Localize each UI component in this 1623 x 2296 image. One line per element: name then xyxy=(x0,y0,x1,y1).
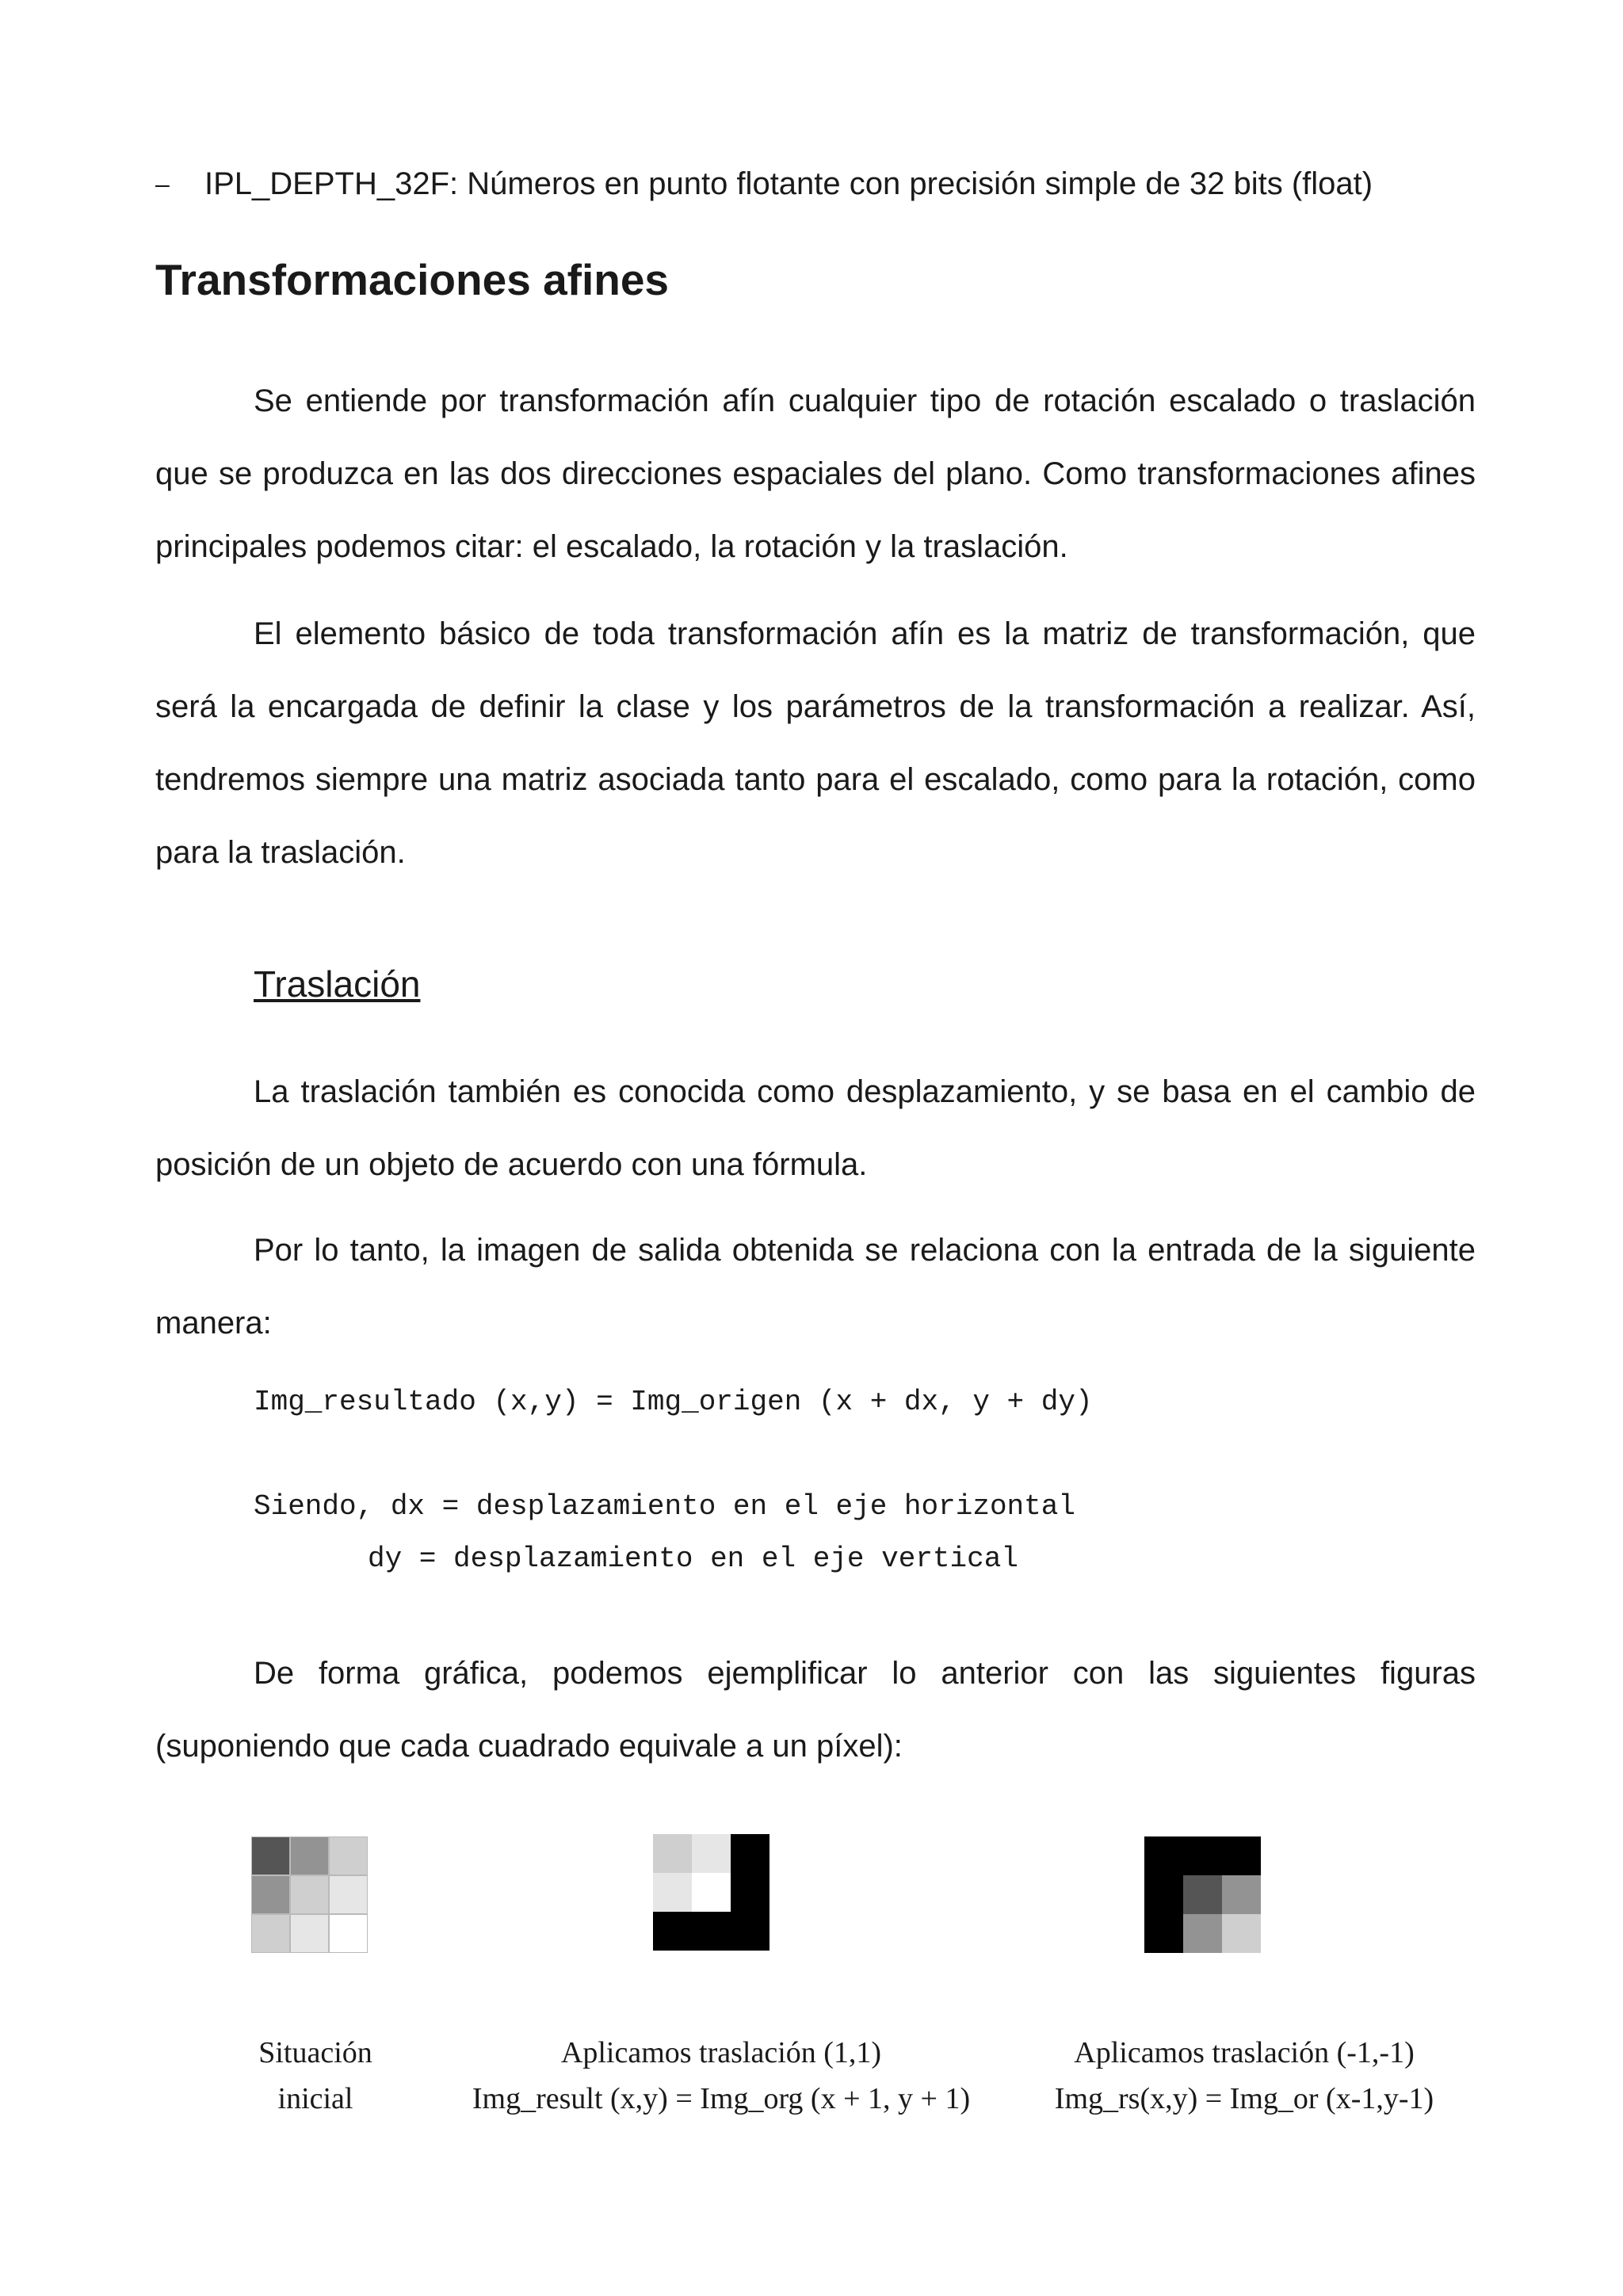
pixel-cell xyxy=(1183,1875,1222,1914)
pixel-cell xyxy=(692,1834,731,1873)
pixel-cell xyxy=(251,1875,290,1914)
pixel-cell xyxy=(1222,1875,1261,1914)
pixel-cell xyxy=(653,1834,692,1873)
pixel-cell xyxy=(1222,1836,1261,1875)
pixel-cell xyxy=(290,1875,329,1914)
pixel-cell xyxy=(731,1834,769,1873)
paragraph-graphic-example: De forma gráfica, podemos ejemplificar lo anterior con las siguientes figuras (suponiendo que cada cuadrado equivale a un píxel): xyxy=(155,1656,1476,1764)
pixel-grid-initial xyxy=(251,1836,368,1953)
pixel-cell xyxy=(731,1873,769,1912)
caption-line: Aplicamos traslación (-1,-1) xyxy=(1074,2036,1415,2069)
caption-initial xyxy=(238,2030,393,2122)
caption-line: Situación xyxy=(258,2036,372,2069)
pixel-grid-translation-minus1-minus1 xyxy=(1144,1836,1261,1953)
pixel-grid-translation-1-1 xyxy=(653,1834,769,1951)
pixel-cell xyxy=(692,1873,731,1912)
pixel-cell xyxy=(329,1836,368,1875)
section-heading: Transformaciones afines xyxy=(155,255,670,304)
formula-definition-dx: Siendo, dx = desplazamiento en el eje horizontal xyxy=(254,1490,1075,1523)
pixel-cell xyxy=(290,1836,329,1875)
bullet-dash: – xyxy=(155,170,170,198)
pixel-cell xyxy=(1183,1836,1222,1875)
paragraph-output-relation: Por lo tanto, la imagen de salida obtenida se relaciona con la entrada de la siguiente manera: xyxy=(155,1233,1476,1341)
pixel-cell xyxy=(290,1914,329,1953)
pixel-cell xyxy=(1144,1914,1183,1953)
caption-line: inicial xyxy=(277,2082,353,2115)
pixel-cell xyxy=(1144,1875,1183,1914)
caption-translation-minus1-minus1 xyxy=(1022,2030,1466,2122)
formula-definition-dy: dy = desplazamiento en el eje vertical xyxy=(368,1543,1018,1575)
caption-line: Img_result (x,y) = Img_org (x + 1, y + 1) xyxy=(472,2082,971,2115)
paragraph-affine-definition: Se entiende por transformación afín cualquier tipo de rotación escalado o traslación que se produzca en las dos direcciones espaciales del plano. Como transformaciones afines principales podemos citar: el escalado, la rotación y la traslación. xyxy=(155,383,1476,564)
pixel-cell xyxy=(692,1912,731,1951)
pixel-cell xyxy=(1222,1914,1261,1953)
paragraph-translation-definition: La traslación también es conocida como desplazamiento, y se basa en el cambio de posición de un objeto de acuerdo con una fórmula. xyxy=(155,1074,1476,1182)
pixel-cell xyxy=(329,1875,368,1914)
pixel-cell xyxy=(251,1836,290,1875)
pixel-cell xyxy=(653,1912,692,1951)
bullet-text: IPL_DEPTH_32F: Números en punto flotante con precisión simple de 32 bits (float) xyxy=(204,166,1373,201)
subsection-heading: Traslación xyxy=(254,963,421,1005)
bullet-item xyxy=(155,163,1373,204)
caption-translation-1-1 xyxy=(444,2030,999,2122)
pixel-cell xyxy=(329,1914,368,1953)
pixel-cell xyxy=(731,1912,769,1951)
caption-line: Aplicamos traslación (1,1) xyxy=(560,2036,882,2069)
pixel-cell xyxy=(653,1873,692,1912)
pixel-cell xyxy=(1144,1836,1183,1875)
formula-line: Img_resultado (x,y) = Img_origen (x + dx, y + dy) xyxy=(254,1386,1093,1418)
pixel-cell xyxy=(1183,1914,1222,1953)
caption-line: Img_rs(x,y) = Img_or (x-1,y-1) xyxy=(1054,2082,1434,2115)
paragraph-transformation-matrix: El elemento básico de toda transformación afín es la matriz de transformación, que será la encargada de definir la clase y los parámetros de la transformación a realizar. Así, tendremos siempre una matriz asociada tanto para el escalado, como para la rotación, como para la traslación. xyxy=(155,616,1476,870)
pixel-cell xyxy=(251,1914,290,1953)
